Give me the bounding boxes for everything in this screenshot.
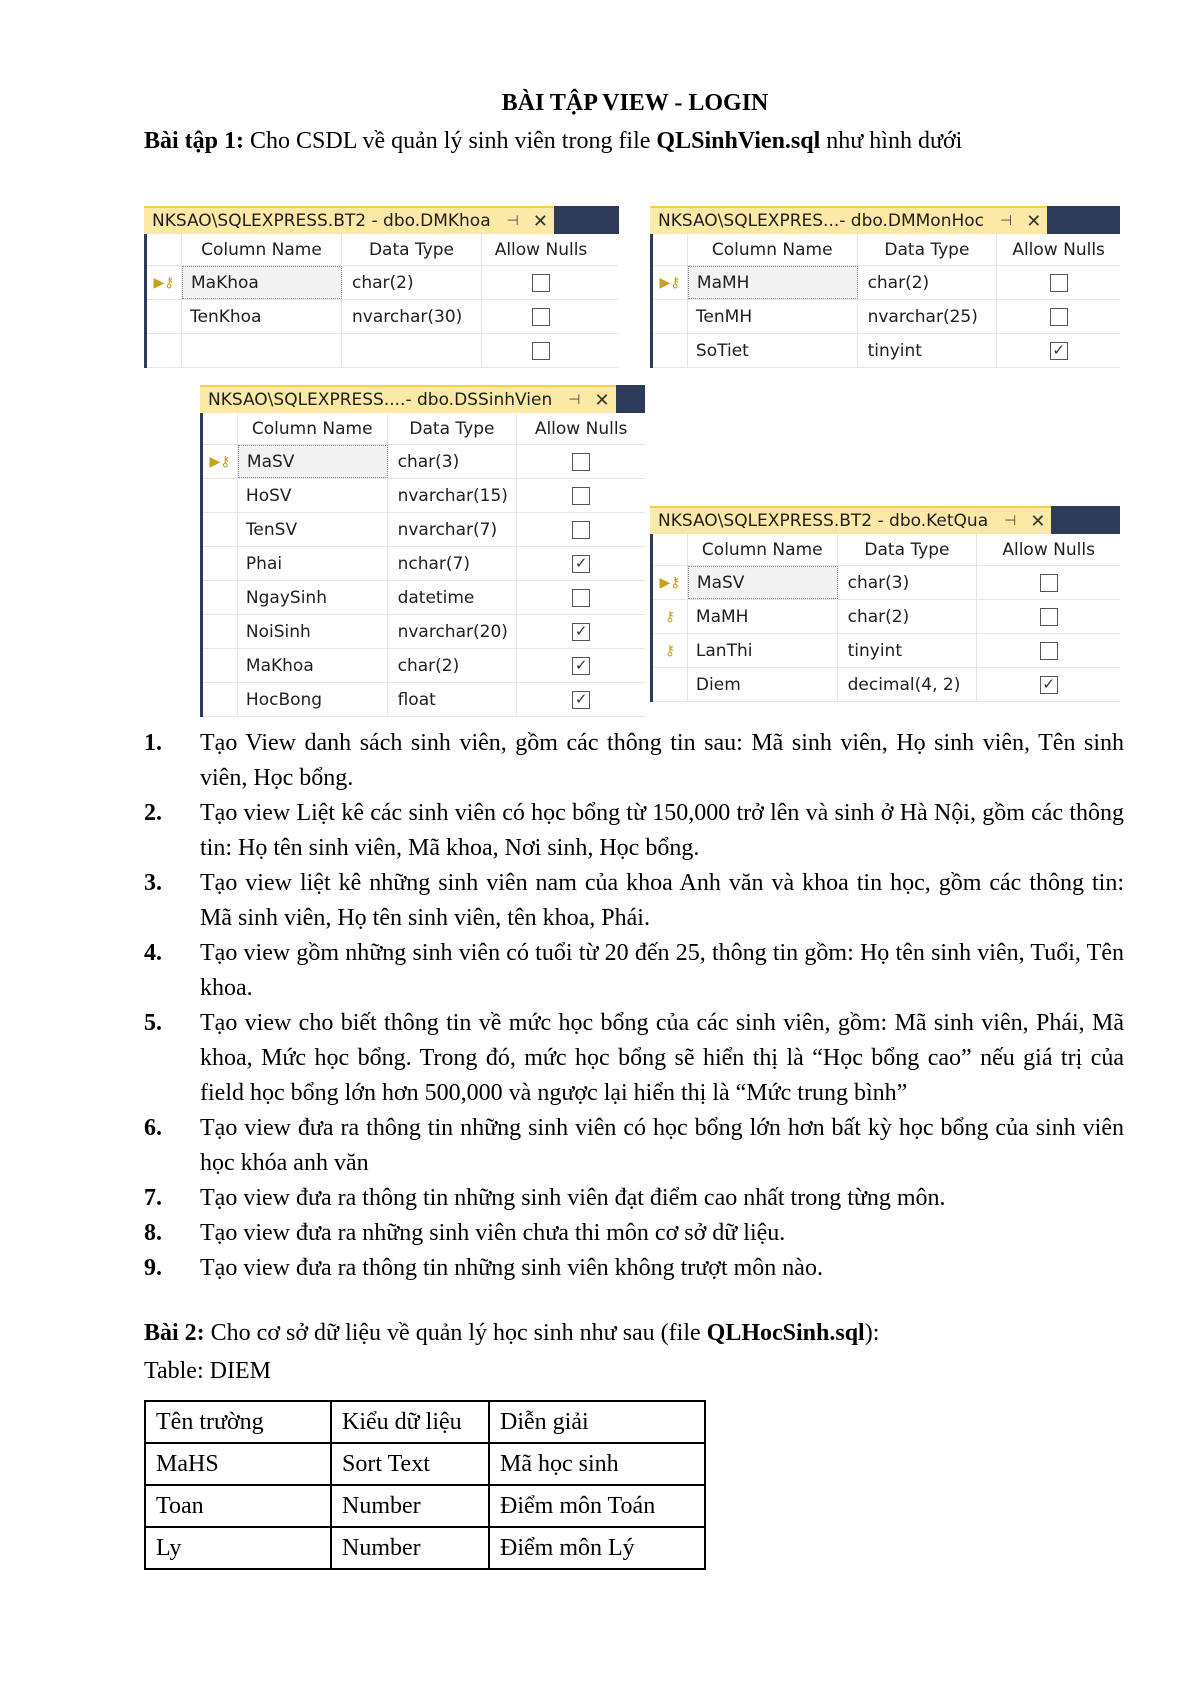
table-row[interactable]	[203, 581, 645, 615]
column-name-cell[interactable]: MaKhoa	[182, 266, 342, 299]
intro-text-after: như hình dưới	[820, 128, 963, 154]
primary-key-current-icon: ▶⚷	[659, 274, 681, 291]
data-type-cell[interactable]: nvarchar(20)	[388, 615, 518, 648]
table-row[interactable]	[203, 547, 645, 581]
data-type-cell[interactable]: nchar(7)	[388, 547, 518, 580]
exercise-item	[144, 1111, 1124, 1181]
row-selector[interactable]	[147, 266, 182, 299]
column-name-cell[interactable]: Diem	[688, 668, 838, 701]
allow-nulls-checkbox[interactable]: ✓	[572, 623, 590, 641]
allow-nulls-checkbox[interactable]: ✓	[572, 657, 590, 675]
table-cell: Điểm môn Toán	[489, 1485, 705, 1527]
data-type-cell[interactable]: nvarchar(7)	[388, 513, 518, 546]
column-name-cell[interactable]: HoSV	[238, 479, 388, 512]
tab-title: NKSAO\SQLEXPRESS.BT2 - dbo.DMKhoa	[152, 211, 491, 231]
table-cell: Ly	[145, 1527, 331, 1569]
exercise-item	[144, 796, 1124, 866]
table-row[interactable]	[203, 479, 645, 513]
table-row[interactable]	[653, 566, 1120, 600]
table-row[interactable]	[203, 513, 645, 547]
data-type-cell[interactable]: decimal(4, 2)	[838, 668, 978, 701]
row-selector[interactable]	[203, 649, 238, 682]
allow-nulls-checkbox[interactable]: ✓	[1050, 342, 1068, 360]
column-name-cell[interactable]: NgaySinh	[238, 581, 388, 614]
ketqua-tabbar	[650, 506, 1120, 534]
row-selector[interactable]	[653, 668, 688, 701]
allow-nulls-cell	[517, 615, 645, 648]
dmmonhoc-tab[interactable]	[650, 206, 1047, 234]
table-row[interactable]	[653, 300, 1120, 334]
allow-nulls-cell	[977, 566, 1120, 599]
column-header: Column Name	[688, 534, 838, 565]
column-header: Column Name	[688, 234, 858, 265]
allow-nulls-checkbox[interactable]	[532, 308, 550, 326]
exercise-2-intro	[144, 1320, 879, 1347]
row-selector-header	[203, 413, 238, 444]
allow-nulls-checkbox[interactable]	[532, 342, 550, 360]
dssinhvien-tabbar	[200, 385, 645, 413]
exercise-item	[144, 1251, 1124, 1286]
exercise-text: Tạo view đưa ra những sinh viên chưa thi môn cơ sở dữ liệu.	[200, 1220, 786, 1246]
column-header: Allow Nulls	[1012, 239, 1105, 260]
row-selector[interactable]	[653, 600, 688, 633]
allow-nulls-cell	[977, 634, 1120, 667]
column-name-cell[interactable]: Phai	[238, 547, 388, 580]
close-icon[interactable]: ✕	[1030, 510, 1046, 532]
table-header-cell: Kiểu dữ liệu	[331, 1401, 489, 1443]
data-type-cell[interactable]: char(2)	[388, 649, 518, 682]
close-icon[interactable]: ✕	[532, 210, 548, 232]
primary-key-icon: ⚷	[664, 642, 676, 659]
exercise-item	[144, 1216, 1124, 1251]
exercise-text: Tạo view Liệt kê các sinh viên có học bổng từ 150,000 trở lên và sinh ở Hà Nội, gồm các thông tin: Họ tên sinh viên, Mã khoa, Nơi sinh, Học bổng.	[200, 800, 1124, 861]
row-selector[interactable]	[203, 615, 238, 648]
table-cell: Number	[331, 1485, 489, 1527]
data-type-cell[interactable]: tinyint	[838, 634, 978, 667]
exercise-item	[144, 726, 1124, 796]
dmmonhoc-designer	[650, 206, 1120, 368]
header-row	[653, 534, 1120, 566]
table-row[interactable]	[653, 334, 1120, 368]
data-type-cell[interactable]: char(2)	[858, 266, 998, 299]
column-name-cell[interactable]: MaKhoa	[238, 649, 388, 682]
allow-nulls-cell	[997, 266, 1120, 299]
allow-nulls-checkbox[interactable]	[1050, 308, 1068, 326]
ketqua-designer	[650, 506, 1120, 702]
pin-icon[interactable]: ⊣	[1004, 513, 1017, 529]
dmkhoa-designer	[144, 206, 619, 368]
tab-title: NKSAO\SQLEXPRES...- dbo.DMMonHoc	[658, 211, 985, 231]
primary-key-current-icon: ▶⚷	[659, 574, 681, 591]
allow-nulls-checkbox[interactable]	[572, 453, 590, 471]
header-row	[653, 234, 1120, 266]
allow-nulls-cell	[517, 649, 645, 682]
column-name-cell[interactable]: TenKhoa	[182, 300, 342, 333]
allow-nulls-checkbox[interactable]	[572, 589, 590, 607]
column-header: Data Type	[342, 234, 482, 265]
row-selector[interactable]	[653, 634, 688, 667]
allow-nulls-cell	[517, 445, 645, 478]
close-icon[interactable]: ✕	[1026, 210, 1042, 232]
exercise-text: Tạo view gồm những sinh viên có tuổi từ 20 đến 25, thông tin gồm: Họ tên sinh viên, Tuổi, Tên khoa.	[200, 940, 1124, 1001]
table-row	[145, 1485, 705, 1527]
allow-nulls-cell	[482, 266, 600, 299]
dmkhoa-tab[interactable]	[144, 206, 554, 234]
diem-table	[144, 1400, 706, 1570]
row-selector-header	[653, 234, 688, 265]
allow-nulls-cell	[997, 334, 1120, 367]
table-row[interactable]	[653, 634, 1120, 668]
bai2-text-after: ):	[864, 1320, 880, 1346]
table-cell: MaHS	[145, 1443, 331, 1485]
column-name-cell[interactable]	[182, 334, 342, 367]
tab-title: NKSAO\SQLEXPRESS.BT2 - dbo.KetQua	[658, 511, 989, 531]
allow-nulls-cell	[482, 300, 600, 333]
column-name-cell[interactable]: MaSV	[238, 445, 388, 478]
table-row[interactable]	[653, 600, 1120, 634]
column-name-cell[interactable]: MaMH	[688, 600, 838, 633]
table-row[interactable]	[203, 683, 645, 717]
column-name-cell[interactable]: TenMH	[688, 300, 858, 333]
table-label: Table: DIEM	[144, 1358, 271, 1384]
column-name-cell[interactable]: SoTiet	[688, 334, 858, 367]
table-row[interactable]	[203, 445, 645, 479]
dssinhvien-grid	[200, 413, 645, 717]
pin-icon[interactable]: ⊣	[1000, 213, 1013, 229]
allow-nulls-checkbox[interactable]	[1040, 608, 1058, 626]
exercise-text: Tạo view đưa ra thông tin những sinh viên đạt điểm cao nhất trong từng môn.	[200, 1185, 946, 1211]
primary-key-current-icon: ▶⚷	[153, 274, 175, 291]
exercise-number: 1.	[144, 730, 162, 756]
tab-title: NKSAO\SQLEXPRESS....- dbo.DSSinhVien	[208, 390, 553, 410]
allow-nulls-cell	[517, 581, 645, 614]
dmkhoa-tabbar	[144, 206, 619, 234]
row-selector[interactable]	[147, 300, 182, 333]
table-cell: Mã học sinh	[489, 1443, 705, 1485]
header-row	[203, 413, 645, 445]
bai2-file: QLHocSinh.sql	[706, 1320, 865, 1346]
column-header: Data Type	[838, 534, 978, 565]
table-cell: Điểm môn Lý	[489, 1527, 705, 1569]
column-header: Allow Nulls	[1002, 539, 1095, 560]
column-name-cell[interactable]: LanThi	[688, 634, 838, 667]
column-header: Column Name	[182, 234, 342, 265]
exercise-list	[144, 726, 1124, 1286]
exercise-number: 4.	[144, 940, 162, 966]
exercise-number: 9.	[144, 1255, 162, 1281]
page-title: BÀI TẬP VIEW - LOGIN	[501, 90, 769, 116]
column-name-cell[interactable]: MaSV	[688, 566, 838, 599]
exercise-item	[144, 1006, 1124, 1111]
allow-nulls-checkbox[interactable]: ✓	[572, 691, 590, 709]
data-type-cell[interactable]: char(3)	[388, 445, 518, 478]
allow-nulls-cell	[517, 547, 645, 580]
row-selector-header	[147, 234, 182, 265]
column-header: Column Name	[238, 413, 388, 444]
exercise-number: 7.	[144, 1185, 162, 1211]
dssinhvien-designer	[200, 385, 645, 717]
bai2-text: Cho cơ sở dữ liệu về quản lý học sinh như sau (file	[204, 1320, 707, 1346]
data-type-cell[interactable]: char(3)	[838, 566, 978, 599]
data-type-cell[interactable]: datetime	[388, 581, 518, 614]
allow-nulls-checkbox[interactable]: ✓	[1040, 676, 1058, 694]
table-header-row	[145, 1401, 705, 1443]
dmmonhoc-tabbar	[650, 206, 1120, 234]
column-header: Data Type	[858, 234, 998, 265]
data-type-cell[interactable]: char(2)	[838, 600, 978, 633]
column-header: Allow Nulls	[534, 418, 628, 439]
exercise-item	[144, 936, 1124, 1006]
row-selector[interactable]	[203, 445, 238, 478]
column-header: Allow Nulls	[494, 239, 588, 260]
ketqua-grid	[650, 534, 1120, 702]
exercise-item	[144, 1181, 1124, 1216]
close-icon[interactable]: ✕	[594, 389, 610, 411]
data-type-cell[interactable]: float	[388, 683, 518, 716]
table-row[interactable]	[203, 615, 645, 649]
dssinhvien-tab[interactable]	[200, 385, 616, 413]
exercise-text: Tạo view đưa ra thông tin những sinh viên có học bổng lớn hơn bất kỳ học bổng của sinh viên học khóa anh văn	[200, 1115, 1124, 1176]
table-cell: Sort Text	[331, 1443, 489, 1485]
allow-nulls-cell	[517, 479, 645, 512]
intro-text: Cho CSDL về quản lý sinh viên trong file	[244, 128, 657, 154]
exercise-1-intro	[144, 128, 962, 155]
row-selector[interactable]	[203, 547, 238, 580]
exercise-text: Tạo view đưa ra thông tin những sinh viên không trượt môn nào.	[200, 1255, 823, 1281]
table-header-cell: Tên trường	[145, 1401, 331, 1443]
row-selector[interactable]	[203, 581, 238, 614]
table-row[interactable]	[653, 266, 1120, 300]
column-name-cell[interactable]: TenSV	[238, 513, 388, 546]
intro-file: QLSinhVien.sql	[656, 128, 821, 154]
row-selector[interactable]	[147, 334, 182, 367]
allow-nulls-cell	[482, 334, 600, 367]
exercise-number: 3.	[144, 870, 162, 896]
column-name-cell[interactable]: NoiSinh	[238, 615, 388, 648]
intro-label: Bài tập 1:	[144, 128, 245, 154]
table-header-cell: Diễn giải	[489, 1401, 705, 1443]
dmmonhoc-grid	[650, 234, 1120, 368]
primary-key-current-icon: ▶⚷	[209, 453, 231, 470]
allow-nulls-checkbox[interactable]	[572, 521, 590, 539]
column-name-cell[interactable]: MaMH	[688, 266, 858, 299]
table-cell: Toan	[145, 1485, 331, 1527]
row-selector[interactable]	[653, 334, 688, 367]
column-name-cell[interactable]: HocBong	[238, 683, 388, 716]
allow-nulls-checkbox[interactable]	[1040, 574, 1058, 592]
row-selector[interactable]	[653, 300, 688, 333]
allow-nulls-cell	[517, 513, 645, 546]
table-row[interactable]	[147, 266, 619, 300]
column-header: Data Type	[388, 413, 518, 444]
exercise-text: Tạo view cho biết thông tin về mức học bổng của các sinh viên, gồm: Mã sinh viên, Phái, Mã khoa, Mức học bổng. Trong đó, mức học bổng sẽ hiển thị là “Học bổng cao” nếu giá trị của field học bổng lớn hơn 500,000 và ngược lại hiển thị là “Mức trung bình”	[200, 1010, 1124, 1106]
allow-nulls-checkbox[interactable]: ✓	[572, 555, 590, 573]
exercise-number: 6.	[144, 1115, 162, 1141]
data-type-cell[interactable]: nvarchar(15)	[388, 479, 518, 512]
row-selector[interactable]	[653, 266, 688, 299]
exercise-item	[144, 866, 1124, 936]
data-type-cell[interactable]: nvarchar(25)	[858, 300, 998, 333]
allow-nulls-cell	[977, 600, 1120, 633]
row-selector-header	[653, 534, 688, 565]
dmkhoa-grid	[144, 234, 619, 368]
primary-key-icon: ⚷	[664, 608, 676, 625]
allow-nulls-checkbox[interactable]	[572, 487, 590, 505]
exercise-number: 2.	[144, 800, 162, 826]
data-type-cell[interactable]: nvarchar(30)	[342, 300, 482, 333]
table-row[interactable]	[147, 300, 619, 334]
row-selector[interactable]	[203, 513, 238, 546]
exercise-text: Tạo View danh sách sinh viên, gồm các thông tin sau: Mã sinh viên, Họ sinh viên, Tên sinh viên, Học bổng.	[200, 730, 1124, 791]
allow-nulls-checkbox[interactable]	[1040, 642, 1058, 660]
row-selector[interactable]	[203, 479, 238, 512]
ketqua-tab[interactable]	[650, 506, 1051, 534]
allow-nulls-checkbox[interactable]	[1050, 274, 1068, 292]
allow-nulls-cell	[997, 300, 1120, 333]
row-selector[interactable]	[653, 566, 688, 599]
allow-nulls-cell	[977, 668, 1120, 701]
exercise-text: Tạo view liệt kê những sinh viên nam của khoa Anh văn và khoa tin học, gồm các thông tin: Mã sinh viên, Họ tên sinh viên, tên khoa, Phái.	[200, 870, 1124, 931]
table-row	[145, 1527, 705, 1569]
row-selector[interactable]	[203, 683, 238, 716]
table-row	[145, 1443, 705, 1485]
allow-nulls-cell	[517, 683, 645, 716]
table-row[interactable]	[653, 668, 1120, 702]
data-type-cell[interactable]: char(2)	[342, 266, 482, 299]
header-row	[147, 234, 619, 266]
pin-icon[interactable]: ⊣	[506, 213, 519, 229]
exercise-number: 5.	[144, 1010, 162, 1036]
table-row[interactable]	[203, 649, 645, 683]
exercise-number: 8.	[144, 1220, 162, 1246]
table-cell: Number	[331, 1527, 489, 1569]
bai2-label: Bài 2:	[144, 1320, 205, 1346]
data-type-cell[interactable]	[342, 334, 482, 367]
data-type-cell[interactable]: tinyint	[858, 334, 998, 367]
allow-nulls-checkbox[interactable]	[532, 274, 550, 292]
table-row[interactable]	[147, 334, 619, 368]
pin-icon[interactable]: ⊣	[568, 392, 581, 408]
